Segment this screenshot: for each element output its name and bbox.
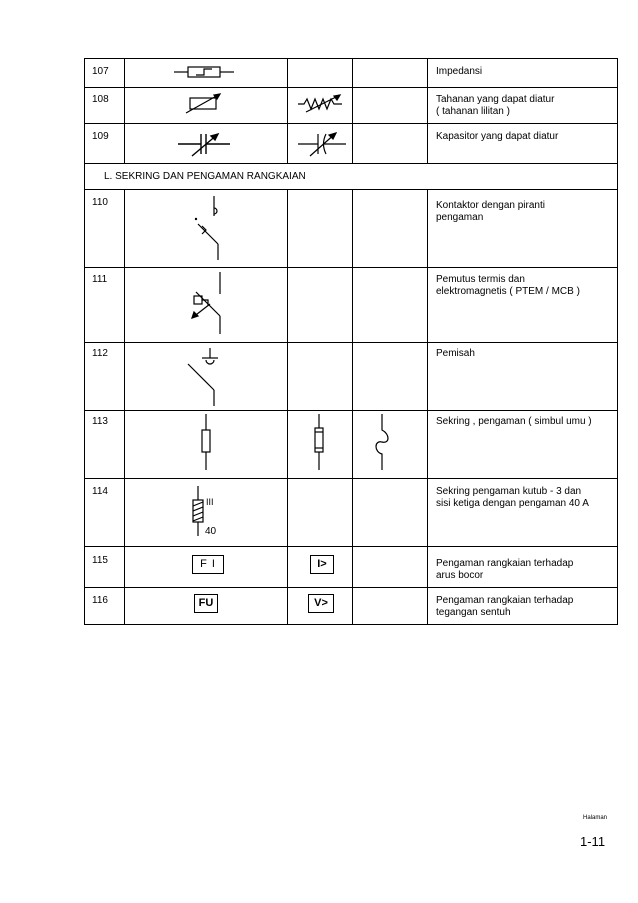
fuse-symbol-icon: [194, 412, 224, 474]
fu-box-symbol: FU: [194, 594, 218, 613]
row-109-description: Kapasitor yang dapat diatur: [436, 131, 559, 142]
row-107-number: 107: [92, 66, 109, 77]
section-title: L. SEKRING DAN PENGAMAN RANGKAIAN: [104, 171, 306, 182]
row-108-description-line2: ( tahanan lilitan ): [436, 106, 510, 117]
row-114-description-line2: sisi ketiga dengan pengaman 40 A: [436, 498, 589, 509]
row-108-description: Tahanan yang dapat diatur: [436, 94, 555, 105]
variable-resistor-symbol-icon: [184, 91, 224, 115]
row-111-description-line2: elektromagnetis ( PTEM / MCB ): [436, 286, 580, 297]
row-112-number: 112: [92, 348, 108, 359]
fuse-general-symbol-icon: [368, 412, 398, 474]
contactor-protection-symbol-icon: [184, 194, 234, 264]
row-108-number: 108: [92, 94, 109, 105]
symbol-table: [84, 58, 618, 625]
three-pole-label: III: [206, 497, 214, 507]
row-113-description: Sekring , pengaman ( simbul umu ): [436, 416, 592, 427]
overcurrent-box-symbol: I>: [310, 555, 334, 574]
impedance-symbol-icon: [174, 64, 234, 80]
row-114-description: Sekring pengaman kutub - 3 dan: [436, 486, 582, 497]
row-114-number: 114: [92, 486, 108, 497]
row-110-description-line2: pengaman: [436, 212, 484, 223]
fuse-rating-label: 40: [205, 526, 217, 537]
row-115-description-line2: arus bocor: [436, 570, 484, 581]
variable-capacitor-symbol-icon: [178, 128, 232, 158]
disconnector-symbol-icon: [184, 344, 234, 410]
row-107-description: Impedansi: [436, 66, 483, 77]
variable-capacitor-curved-symbol-icon: [296, 128, 348, 158]
row-109-number: 109: [92, 131, 109, 142]
circuit-breaker-symbol-icon: [184, 270, 234, 340]
row-113-number: 113: [92, 416, 108, 427]
row-112-description: Pemisah: [436, 348, 475, 359]
fuse-cartridge-symbol-icon: [306, 412, 336, 474]
table-grid: [84, 58, 618, 625]
page-number: 1-11: [580, 834, 606, 849]
row-116-description-line2: tegangan sentuh: [436, 607, 511, 618]
row-115-description: Pengaman rangkaian terhadap: [436, 558, 574, 569]
row-110-description: Kontaktor dengan piranti: [436, 200, 545, 211]
row-116-number: 116: [92, 595, 108, 606]
row-116-description: Pengaman rangkaian terhadap: [436, 595, 574, 606]
footer-halaman-label: Halaman: [583, 815, 608, 821]
row-111-number: 111: [92, 274, 108, 285]
variable-winding-resistor-symbol-icon: [296, 92, 346, 114]
row-110-number: 110: [92, 197, 108, 208]
overvoltage-box-symbol: V>: [308, 594, 334, 613]
row-115-number: 115: [92, 555, 108, 566]
fi-box-symbol: F I: [192, 555, 224, 574]
row-111-description: Pemutus termis dan: [436, 274, 525, 285]
